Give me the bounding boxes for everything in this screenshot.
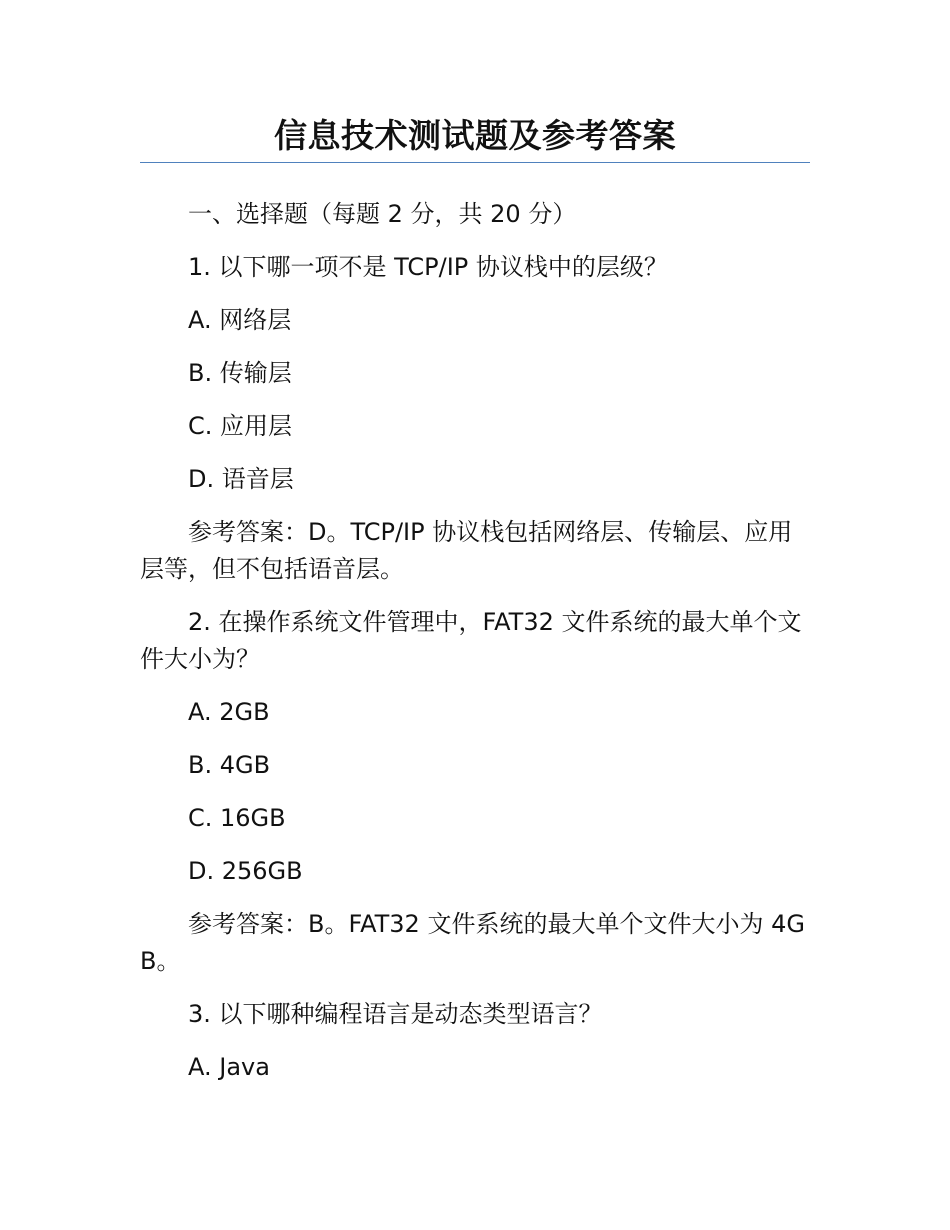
question-2-answer: 参考答案：B。FAT32 文件系统的最大单个文件大小为 4GB。 xyxy=(140,910,805,975)
question-2-option-d: D. 256GB xyxy=(188,857,303,885)
question-1-answer: 参考答案：D。TCP/IP 协议栈包括网络层、传输层、应用层等，但不包括语音层。 xyxy=(140,518,793,583)
section-heading: 一、选择题（每题 2 分，共 20 分） xyxy=(188,200,577,228)
question-3-option-a: A. Java xyxy=(188,1053,270,1081)
question-2: 2. 在操作系统文件管理中，FAT32 文件系统的最大单个文件大小为？ xyxy=(140,608,802,673)
question-1-option-c: C. 应用层 xyxy=(188,412,293,440)
title-underline xyxy=(140,162,810,163)
question-1-option-d: D. 语音层 xyxy=(188,465,294,493)
question-1-option-a: A. 网络层 xyxy=(188,306,292,334)
question-3: 3. 以下哪种编程语言是动态类型语言？ xyxy=(188,1000,603,1028)
document-title: 信息技术测试题及参考答案 xyxy=(274,116,676,155)
document-body xyxy=(140,196,810,1102)
question-2-option-b: B. 4GB xyxy=(188,751,271,779)
question-2-option-a: A. 2GB xyxy=(188,698,270,726)
question-2-option-c: C. 16GB xyxy=(188,804,286,832)
question-1: 1. 以下哪一项不是 TCP/IP 协议栈中的层级？ xyxy=(188,253,668,281)
question-1-option-b: B. 传输层 xyxy=(188,359,292,387)
